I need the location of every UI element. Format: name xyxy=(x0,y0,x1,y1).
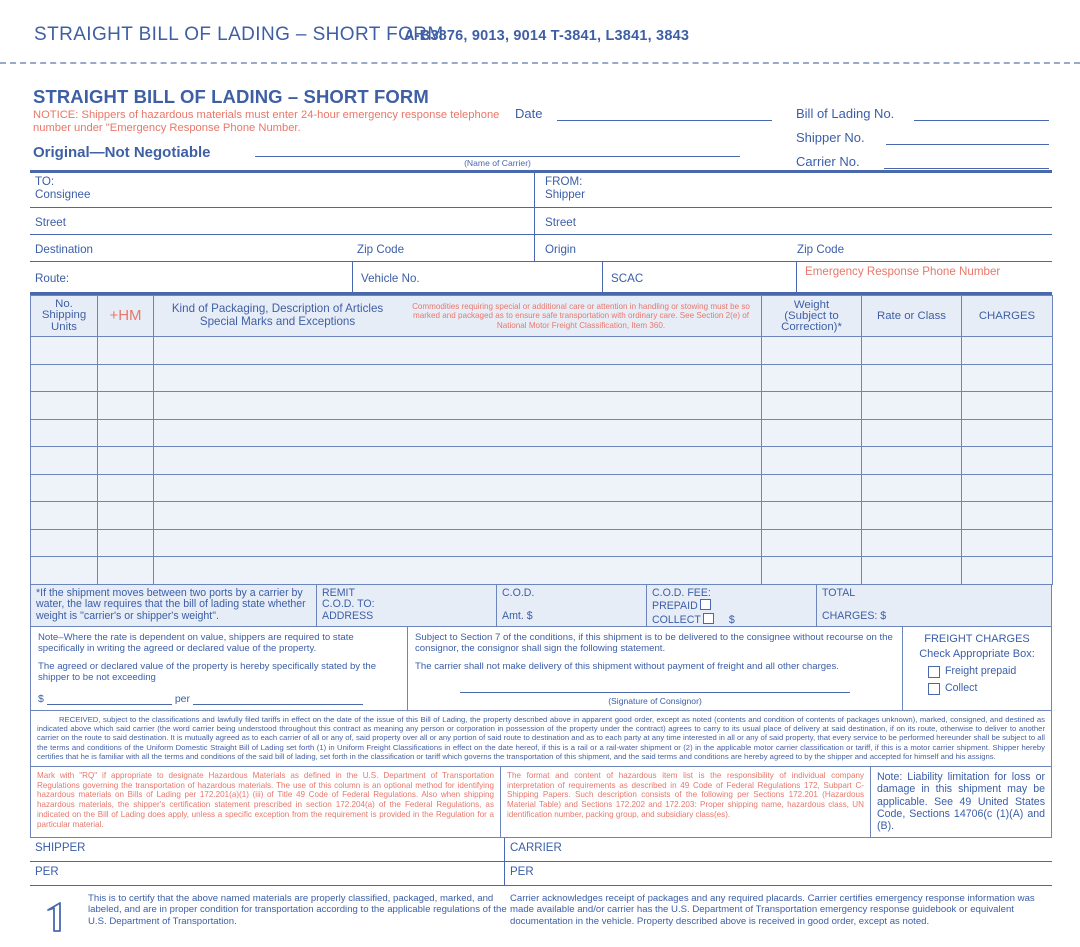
cell-charges[interactable] xyxy=(962,474,1053,502)
water-shipment-note: *If the shipment moves between two ports by a carrier by water, the law requires that the bill of lading state whether weight is "carrier's or shipper's weight". xyxy=(31,585,317,627)
cell-rate[interactable] xyxy=(862,337,962,365)
cell-description[interactable] xyxy=(154,502,762,530)
total-charges-label: CHARGES: $ xyxy=(822,609,887,622)
table-row[interactable] xyxy=(31,474,1053,502)
form-body xyxy=(30,84,1052,927)
address-block xyxy=(30,173,1052,295)
cod-fee-amount[interactable]: $ xyxy=(728,613,735,626)
cell-hm[interactable] xyxy=(98,337,154,365)
date-label: Date xyxy=(515,106,543,121)
hazmat-notice: NOTICE: Shippers of hazardous materials must enter 24-hour emergency response telephone number under "Emergency Response Phone Number. xyxy=(33,109,500,134)
cell-description[interactable] xyxy=(154,529,762,557)
declared-value-input[interactable] xyxy=(47,693,172,705)
shipper-signature-label: SHIPPER xyxy=(35,841,86,854)
cell-rate[interactable] xyxy=(862,392,962,420)
freight-collect-option[interactable] xyxy=(910,681,1044,696)
cell-rate[interactable] xyxy=(862,447,962,475)
hazmat-rq-note: Mark with "RQ" if appropriate to designate Hazardous Materials as defined in the U.S. Department of Transportation Regulations governing the transportation of hazardous materials. The use of this column is an optional method for identifying hazardous materials on Bills of Lading per 172.201(a)(1) (iii) of Title 49 Code of Federal Regulations. Also when shipping hazardous materials, the shipper's certification statement prescribed in section 172.204(a) of the Federal Regulations, as indicated on the Bill of Lading does apply, unless a specific exception from the requirement is provided in the Regulation for a particular material. xyxy=(31,767,501,837)
line-items-body xyxy=(31,337,1053,585)
shipper-label: Shipper xyxy=(545,188,585,201)
cod-amount-field[interactable] xyxy=(497,585,647,627)
address-divider-6 xyxy=(796,262,797,292)
regulatory-notes-band xyxy=(30,767,1052,838)
carrier-no-input[interactable] xyxy=(884,168,1049,169)
cell-description[interactable] xyxy=(154,419,762,447)
col-description-line2: Special Marks and Exceptions xyxy=(199,315,356,328)
col-charges: CHARGES xyxy=(962,296,1053,337)
top-strip xyxy=(0,0,1080,68)
per-row xyxy=(30,862,1052,886)
col-description-note: Commodities requiring special or additional care or attention in handling or stowing must be so marked and packaged as to ensure safe transportation with ordinary care. See Section 2(e) of National Motor Freight Classification, Item 360. xyxy=(412,302,750,330)
cell-description[interactable] xyxy=(154,447,762,475)
to-label: TO: xyxy=(35,175,55,188)
cell-hm[interactable] xyxy=(98,419,154,447)
cell-units[interactable] xyxy=(31,337,98,365)
bill-of-lading-no-label: Bill of Lading No. xyxy=(796,106,895,121)
declared-value-box xyxy=(31,627,408,710)
table-row[interactable] xyxy=(31,447,1053,475)
carrier-no-label: Carrier No. xyxy=(796,154,860,169)
freight-prepaid-label: Freight prepaid xyxy=(945,665,1017,678)
cell-weight[interactable] xyxy=(762,419,862,447)
cell-hm[interactable] xyxy=(98,557,154,585)
cell-weight[interactable] xyxy=(762,447,862,475)
freight-charges-instruction: Check Appropriate Box: xyxy=(919,648,1035,661)
original-not-negotiable-label: Original—Not Negotiable xyxy=(33,144,211,161)
cell-units[interactable] xyxy=(31,502,98,530)
page-title: STRAIGHT BILL OF LADING – SHORT FORM xyxy=(33,86,429,107)
table-row[interactable] xyxy=(31,364,1053,392)
cell-hm[interactable] xyxy=(98,474,154,502)
bill-of-lading-no-input[interactable] xyxy=(914,120,1049,121)
street-right-label: Street xyxy=(545,216,576,229)
from-label: FROM: xyxy=(545,175,583,188)
table-row[interactable] xyxy=(31,529,1053,557)
cell-weight[interactable] xyxy=(762,364,862,392)
cell-description[interactable] xyxy=(154,474,762,502)
perforation-dashed-line xyxy=(0,62,1080,64)
col-weight-line1: Weight xyxy=(793,298,830,311)
scac-label: SCAC xyxy=(611,272,644,285)
declared-value-band xyxy=(30,627,1052,711)
zip-right-label: Zip Code xyxy=(797,243,845,256)
vehicle-no-label: Vehicle No. xyxy=(361,272,420,285)
shipper-field[interactable] xyxy=(540,173,1052,201)
cell-charges[interactable] xyxy=(962,392,1053,420)
vehicle-no-field[interactable] xyxy=(356,270,602,285)
cell-rate[interactable] xyxy=(862,474,962,502)
shipper-certification-text: This is to certify that the above named materials are properly classified, packaged, marked, and labeled, and are in proper condition for transportation according to the applicable regulations of the U.S. Department of Transportation. xyxy=(88,892,507,927)
per-left-label: PER xyxy=(35,865,59,878)
cod-label: C.O.D. xyxy=(502,586,535,599)
cell-units[interactable] xyxy=(31,392,98,420)
per-label: per xyxy=(174,693,191,706)
remit-cod-to-field[interactable] xyxy=(317,585,497,627)
street-right-field[interactable] xyxy=(540,214,1052,229)
cell-rate[interactable] xyxy=(862,529,962,557)
consignor-signature-caption: (Signature of Consignor) xyxy=(608,696,702,707)
origin-field[interactable] xyxy=(540,241,790,256)
declared-value-note-2: The agreed or declared value of the property is hereby specifically stated by the shipper to be not exceeding xyxy=(38,661,377,684)
table-row[interactable] xyxy=(31,557,1053,585)
scac-field[interactable] xyxy=(606,270,796,285)
address-divider-5 xyxy=(602,262,603,292)
consignee-field[interactable] xyxy=(30,173,534,201)
cell-charges[interactable] xyxy=(962,502,1053,530)
freight-charges-title: FREIGHT CHARGES xyxy=(924,633,1030,646)
cod-band xyxy=(30,585,1052,628)
zip-left-field[interactable] xyxy=(352,241,532,256)
signature-divider-2 xyxy=(504,862,505,885)
cell-units[interactable] xyxy=(31,447,98,475)
street-left-label: Street xyxy=(35,216,66,229)
cod-fee-collect-checkbox[interactable] xyxy=(703,613,714,624)
cod-to-label: C.O.D. TO: xyxy=(322,598,375,611)
zip-right-field[interactable] xyxy=(792,241,1050,256)
cell-units[interactable] xyxy=(31,364,98,392)
address-divider-2 xyxy=(534,208,535,234)
signature-rows xyxy=(30,838,1052,886)
cell-rate[interactable] xyxy=(862,557,962,585)
freight-collect-checkbox[interactable] xyxy=(928,683,940,695)
col-rate-or-class: Rate or Class xyxy=(862,296,962,337)
cell-weight[interactable] xyxy=(762,337,862,365)
freight-prepaid-option[interactable] xyxy=(910,664,1044,679)
total-label: TOTAL xyxy=(822,586,856,599)
declared-value-note-1: Note–Where the rate is dependent on value, shippers are required to state specifically in writing the agreed or declared value of the property. xyxy=(38,632,354,655)
cell-hm[interactable] xyxy=(98,364,154,392)
col-no-shipping-units: No. Shipping Units xyxy=(31,296,98,337)
zip-left-label: Zip Code xyxy=(357,243,405,256)
certification-footer xyxy=(30,886,1052,947)
col-weight xyxy=(762,296,862,337)
col-weight-line3: Correction)* xyxy=(781,320,842,333)
received-legal-text xyxy=(30,711,1052,766)
cell-weight[interactable] xyxy=(762,474,862,502)
cell-hm[interactable] xyxy=(98,392,154,420)
carrier-name-caption: (Name of Carrier) xyxy=(464,158,531,168)
table-row[interactable] xyxy=(31,419,1053,447)
cell-description[interactable] xyxy=(154,557,762,585)
cod-fee-field xyxy=(647,585,817,627)
table-row[interactable] xyxy=(31,392,1053,420)
cell-charges[interactable] xyxy=(962,419,1053,447)
cell-description[interactable] xyxy=(154,337,762,365)
address-divider-3 xyxy=(534,235,535,261)
cell-charges[interactable] xyxy=(962,447,1053,475)
cell-hm[interactable] xyxy=(98,447,154,475)
address-row-consignee-shipper xyxy=(30,173,1052,208)
cell-charges[interactable] xyxy=(962,557,1053,585)
hazmat-format-note: The format and content of hazardous item list is the responsibility of individual company interpretation of requirements as described in 49 Code of Federal Regulations 172, Subpart C-Shipping Papers. Such description consists of the following per Sections 172.201 (Hazardous Material Table) and Sections 172.202 and 172.203: Proper shipping name, hazardous class, UN identification number, packing group, and subsidiary class(es). xyxy=(501,767,871,837)
total-charges-field[interactable] xyxy=(817,585,1051,627)
cell-weight[interactable] xyxy=(762,529,862,557)
remit-label: REMIT xyxy=(322,586,355,599)
address-row-route xyxy=(30,262,1052,295)
consignor-signature-input[interactable] xyxy=(460,692,850,693)
consignee-label: Consignee xyxy=(35,188,91,201)
section7-text-2: The carrier shall not make delivery of this shipment without payment of freight and all other charges. xyxy=(415,661,839,673)
cell-weight[interactable] xyxy=(762,392,862,420)
freight-collect-label: Collect xyxy=(945,682,978,695)
cell-units[interactable] xyxy=(31,419,98,447)
cell-weight[interactable] xyxy=(762,557,862,585)
cell-rate[interactable] xyxy=(862,502,962,530)
top-strip-title: STRAIGHT BILL OF LADING – SHORT FORM xyxy=(34,24,444,45)
destination-field[interactable] xyxy=(30,241,348,256)
col-weight-line2: (Subject to xyxy=(784,309,839,322)
form-header xyxy=(30,84,1052,170)
liability-limitation-note: Note: Liability limitation for loss or damage in this shipment may be applicable. See 49 United States Code, Sections 14706(c (1)(A) and (B). xyxy=(877,770,1045,833)
freight-prepaid-checkbox[interactable] xyxy=(928,666,940,678)
col-hm: +HM xyxy=(98,296,154,337)
section7-box xyxy=(408,627,903,710)
col-description-text xyxy=(154,303,401,328)
cod-amt-label: Amt. $ xyxy=(502,609,533,622)
address-row-destination-origin xyxy=(30,235,1052,262)
shipper-carrier-row xyxy=(30,838,1052,862)
carrier-signature-label: CARRIER xyxy=(510,841,562,854)
line-items-header-row xyxy=(31,296,1053,337)
shipper-no-input[interactable] xyxy=(886,144,1049,145)
table-row[interactable] xyxy=(31,337,1053,365)
carrier-name-input[interactable] xyxy=(255,156,740,157)
street-left-field[interactable] xyxy=(30,214,534,229)
emergency-response-phone-label: Emergency Response Phone Number xyxy=(805,265,1001,278)
date-input[interactable] xyxy=(557,120,772,121)
route-label: Route: xyxy=(35,272,70,285)
top-strip-form-codes: A-B3876, 9013, 9014 T-3841, L3841, 3843 xyxy=(404,28,690,44)
received-legal-paragraph: RECEIVED, subject to the classifications and lawfully filed tariffs in effect on the date of the issue of this Bill of Lading, the property described above in apparent good order, except as noted (contents and condition of contents of packages unknown), marked, consigned, and destined as indicated above which said carrier (the word carrier being understood throughout this contract as meaning any person or corporation in possession of the property under the contract) agrees to carry to its usual place of delivery at said destination, if on its route, otherwise to deliver to another carrier on the route to said destination. It is mutually agreed as to each carrier of all or any of, said property over all or any portion of said route to destination and as to each party at any time interested in all or any of said property, that every service to be performed hereunder shall be subject to all the terms and conditions of the Uniform Domestic Straight Bill of Lading set forth (1) in Uniform Freight Classifications in effect on the date hereof, if this is a rail or a rail-water shipment or (2) in the applicable motor carrier classification or tariff, if this is a motor carrier shipment. Shipper hereby certifies that he is familiar with all the terms and conditions of the said bill of lading, set forth in the classification or tariff which governs the transportation of this shipment, and the said terms and conditions are hereby agreed to by the shipper and accepted for himself and his assigns. xyxy=(37,715,1045,761)
cell-weight[interactable] xyxy=(762,502,862,530)
cell-description[interactable] xyxy=(154,392,762,420)
freight-charges-box xyxy=(903,627,1051,710)
origin-label: Origin xyxy=(545,243,576,256)
line-items-table xyxy=(30,295,1053,585)
route-field[interactable] xyxy=(30,270,348,285)
address-divider-1 xyxy=(534,173,535,207)
cod-address-label: ADDRESS xyxy=(322,609,374,622)
cell-charges[interactable] xyxy=(962,364,1053,392)
cod-fee-prepaid-checkbox[interactable] xyxy=(700,599,711,610)
address-row-street xyxy=(30,208,1052,235)
per-unit-input[interactable] xyxy=(193,693,363,705)
col-description-line1: Kind of Packaging, Description of Articles xyxy=(171,302,384,316)
cod-fee-prepaid-label: PREPAID xyxy=(652,600,698,613)
emergency-response-phone-field[interactable] xyxy=(800,264,1050,278)
dollar-sign: $ xyxy=(38,693,44,706)
cell-units[interactable] xyxy=(31,474,98,502)
table-row[interactable] xyxy=(31,502,1053,530)
cod-fee-collect-label: COLLECT xyxy=(652,613,701,626)
cell-hm[interactable] xyxy=(98,502,154,530)
per-right-label: PER xyxy=(510,865,534,878)
shipper-no-label: Shipper No. xyxy=(796,130,865,145)
cell-charges[interactable] xyxy=(962,337,1053,365)
cell-hm[interactable] xyxy=(98,529,154,557)
cell-rate[interactable] xyxy=(862,419,962,447)
cod-fee-label: C.O.D. FEE: xyxy=(652,586,711,599)
carrier-certification-text: Carrier acknowledges receipt of packages and any required placards. Carrier certifies emergency response information was made available and/or carrier has the U.S. Department of Transportation emergency response guidebook or equivalent documentation in the vehicle. Property described above is received in good order, except as noted. xyxy=(510,892,1035,927)
cell-units[interactable] xyxy=(31,529,98,557)
signature-divider-1 xyxy=(504,838,505,861)
destination-label: Destination xyxy=(35,243,94,256)
cell-rate[interactable] xyxy=(862,364,962,392)
section7-text-1: Subject to Section 7 of the conditions, if this shipment is to be delivered to the consignee without recourse on the consignor, the consignor shall sign the following statement. xyxy=(415,632,893,655)
address-divider-4 xyxy=(352,262,353,292)
cell-description[interactable] xyxy=(154,364,762,392)
declared-value-entry xyxy=(38,693,400,705)
col-description xyxy=(154,296,762,337)
cell-charges[interactable] xyxy=(962,529,1053,557)
cell-units[interactable] xyxy=(31,557,98,585)
copy-number-icon xyxy=(44,900,78,934)
